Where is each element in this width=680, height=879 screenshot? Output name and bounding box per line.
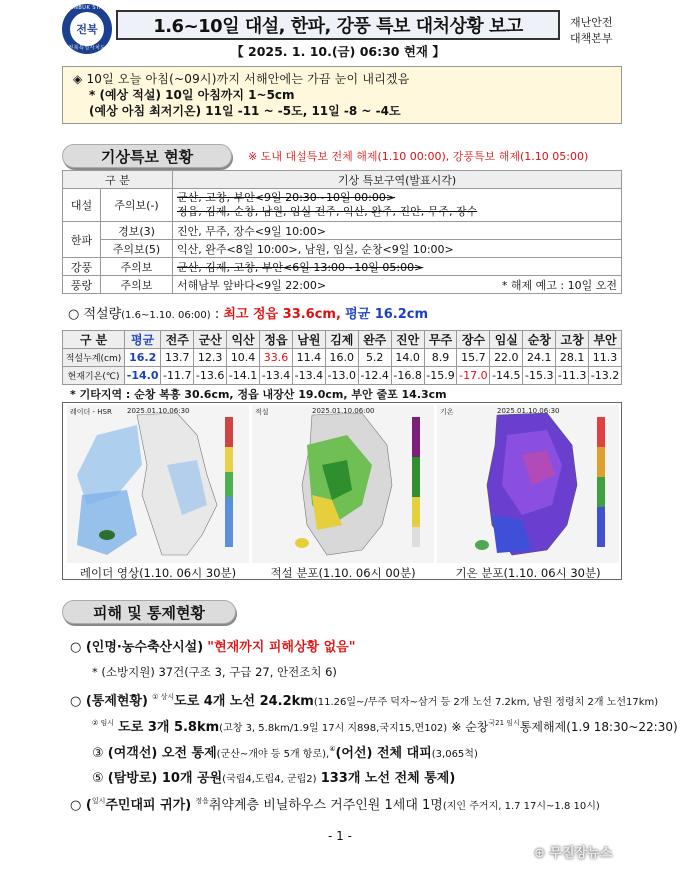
snowfall-value-cell: 28.1 — [556, 349, 589, 367]
table-row — [63, 258, 622, 276]
forecast-line-1: ◈ 10일 오늘 아침(~09시)까지 서해안에는 가끔 눈이 내리겠음 — [73, 72, 410, 86]
snowfall-header-cell: 진안 — [391, 331, 424, 349]
map-header: 레이더 - HSR — [70, 408, 112, 416]
section-tab-damage-control: 피해 및 통제현황 — [62, 600, 236, 624]
snowfall-header-cell: 정읍 — [260, 331, 293, 349]
snowfall-temp-row — [63, 367, 622, 385]
table-header-cell: 기상 특보구역(발표시각) — [173, 171, 622, 189]
evacuation-detail: (지인 주거지, 1.7 17시~1.8 10시) — [442, 801, 600, 812]
snowfall-max: 최고 정읍 33.6cm, — [223, 307, 341, 322]
snowfall-header-cell: 전주 — [161, 331, 194, 349]
other-areas-note: * 기타지역 : 순창 복흥 30.6cm, 정읍 내장산 19.0cm, 부안 줄포 14.3cm — [70, 388, 447, 401]
snowfall-header-cell: 순창 — [523, 331, 556, 349]
snowfall-header-cell: 김제 — [325, 331, 358, 349]
snowfall-value-cell: -13.4 — [260, 367, 293, 385]
snowfall-value-cell: -13.2 — [589, 367, 622, 385]
permanent-road-detail: (11.26일~/무주 덕자~삼거 등 2개 노선 7.2km, 남원 정령치 2개 노선17km) — [313, 697, 659, 708]
snowfall-header-cell: 군산 — [194, 331, 227, 349]
temperature-map — [437, 405, 619, 563]
snowfall-value-cell: 15.7 — [457, 349, 490, 367]
snowfall-value-cell: -13.6 — [194, 367, 227, 385]
circled-number: ③ — [92, 746, 104, 761]
snowfall-header-cell: 익산 — [227, 331, 260, 349]
snowfall-header-cell: 구 분 — [63, 331, 125, 349]
organization — [570, 15, 630, 47]
snowfall-header-row — [63, 331, 622, 349]
alert-area — [173, 189, 622, 222]
snowfall-header-cell: 임실 — [490, 331, 523, 349]
snowfall-value-cell: 16.0 — [325, 349, 358, 367]
map-caption: 레이더 영상(1.10. 06시 30분) — [79, 566, 237, 580]
temporary-road-detail: (고창 3, 5.8km/1.9일 17시 지898,국지15,면102) — [219, 723, 448, 734]
temperature-map-image — [437, 405, 619, 563]
ferry-control: (여객선) 오전 통제 — [107, 746, 217, 761]
table-header-row — [63, 171, 622, 189]
superscript: 일시 — [91, 797, 106, 805]
snowfall-value-cell: 10.4 — [227, 349, 260, 367]
snowfall-header-cell: 부안 — [589, 331, 622, 349]
table-row — [63, 240, 622, 258]
snowfall-header-cell: 무주 — [424, 331, 457, 349]
snowfall-value-cell: -11.7 — [161, 367, 194, 385]
alert-category: 풍랑 — [63, 276, 101, 294]
trail-control-line — [92, 767, 455, 786]
snowfall-header-cell: 장수 — [457, 331, 490, 349]
snowfall-value-cell: 13.7 — [161, 349, 194, 367]
table-header-cell: 구 분 — [63, 171, 173, 189]
map-date: 2025.01.10.06:30 — [497, 407, 560, 415]
alert-area-line-2: 정읍, 김제, 순창, 남원, 임실 전주, 익산, 완주, 진안, 무주, 장수 — [177, 205, 478, 218]
alert-level: 주의보(5) — [101, 240, 173, 258]
report-timestamp: 【 2025. 1. 10.(금) 06:30 현재 】 — [231, 44, 445, 59]
circled-number: ① 상시 — [152, 693, 175, 701]
evacuation-label: 주민대피 귀가) — [105, 798, 192, 813]
org-line-1: 재난안전 — [570, 16, 613, 29]
alert-category: 한파 — [63, 222, 101, 258]
circled-number: ② 임시 — [92, 719, 115, 727]
table-row — [63, 222, 622, 240]
map-header: 적설 — [255, 408, 269, 416]
snowfall-row-label: 현재기온(℃) — [63, 367, 125, 385]
snowfall-table — [62, 330, 622, 385]
trail-detail: (국립4,도립4, 군립2) — [222, 774, 317, 785]
circled-number: ④ — [329, 745, 336, 753]
snowfall-header-cell: 고창 — [556, 331, 589, 349]
snowfall-value-cell: -11.3 — [556, 367, 589, 385]
alert-release-forecast: * 해제 예고 : 10일 오전 — [501, 278, 617, 292]
seal-ring-bottom: 전북특별자치도 — [68, 45, 106, 51]
forecast-box — [62, 66, 622, 124]
release-text: 통제해제(1.9 18:30~22:30) — [519, 720, 678, 734]
snowfall-map — [252, 405, 434, 563]
control-status-line — [70, 690, 658, 709]
no-damage-text: "현재까지 피해상황 없음" — [207, 640, 356, 655]
snowfall-value-cell: -15.3 — [523, 367, 556, 385]
alert-category: 강풍 — [63, 258, 101, 276]
table-row — [63, 189, 622, 222]
circled-number: ⑤ — [92, 771, 104, 786]
alert-level: 주의보 — [101, 276, 173, 294]
item-label: ○ (인명·농수축산시설) — [70, 640, 204, 655]
alert-area — [173, 276, 622, 294]
weather-alert-table — [62, 170, 622, 294]
snowfall-colon: : — [214, 307, 220, 322]
alert-level: 경보(3) — [101, 222, 173, 240]
alert-release-note: ※ 도내 대설특보 전체 해제(1.10 00:00), 강풍특보 해제(1.10 05:00) — [248, 150, 589, 163]
fishing-detail: (3,065척) — [431, 749, 478, 760]
jeonbuk-seal-logo — [62, 4, 112, 54]
alert-category: 대설 — [63, 189, 101, 222]
permanent-road-control: 도로 4개 노선 24.2km — [174, 694, 314, 709]
org-line-2: 대책본부 — [570, 32, 613, 45]
human-damage-line — [70, 636, 355, 655]
snowfall-header-cell: 남원 — [292, 331, 325, 349]
snowfall-value-cell: -15.9 — [424, 367, 457, 385]
map-panel — [62, 402, 622, 580]
snowfall-value-cell: -16.8 — [391, 367, 424, 385]
evacuation-text: 취약계층 비닐하우스 거주인원 1세대 1명 — [208, 798, 443, 813]
temporary-road-control: 도로 3개 5.8km — [118, 720, 220, 735]
ferry-fishing-line — [92, 742, 478, 761]
snowfall-value-cell: 5.2 — [358, 349, 391, 367]
snowfall-map-image — [252, 405, 434, 563]
alert-area-text: 서해남부 앞바다<9일 22:00> — [177, 278, 327, 292]
ferry-detail: (군산~개야 등 5개 항로), — [216, 749, 330, 760]
page-number: - 1 - — [328, 829, 352, 843]
snowfall-value-cell: -13.4 — [292, 367, 325, 385]
snowfall-value-cell: -14.5 — [490, 367, 523, 385]
trail-routes: 133개 노선 전체 통제) — [320, 771, 456, 786]
evacuation-line — [70, 794, 600, 813]
snowfall-value-cell: 22.0 — [490, 349, 523, 367]
table-row — [63, 276, 622, 294]
snowfall-value-cell: 24.1 — [523, 349, 556, 367]
snowfall-value-cell: 12.3 — [194, 349, 227, 367]
section-tab-weather-alerts: 기상특보 현황 — [62, 144, 232, 168]
snowfall-average: 평균 16.2cm — [345, 307, 429, 322]
snowfall-accum-row — [63, 349, 622, 367]
sunchang-note: ※ 순창 — [451, 720, 489, 734]
snowfall-value-cell: 11.4 — [292, 349, 325, 367]
snowfall-row-label: 적설누계(cm) — [63, 349, 125, 367]
snowfall-header-cell: 평균 — [125, 331, 161, 349]
alert-area-line-1: 군산, 고창, 부안<9일 20:30~10일 00:00> — [177, 191, 396, 204]
radar-map-image — [67, 405, 249, 563]
seal-ring-top: JEONBUK STATE — [64, 5, 110, 11]
seal-text: 전북 — [70, 12, 104, 46]
item-label: ○ ( — [70, 798, 92, 813]
map-date: 2025.01.10.06:00 — [312, 407, 375, 415]
map-caption: 적설 분포(1.10. 06시 00분) — [270, 566, 416, 580]
report-title: 1.6~10일 대설, 한파, 강풍 특보 대처상황 보고 — [116, 10, 560, 40]
map-header: 기온 — [440, 408, 454, 416]
forecast-line-2: * (예상 적설) 10일 아침까지 1~5cm — [89, 88, 295, 102]
temporary-control-line — [92, 716, 678, 735]
snowfall-value-cell: 16.2 — [125, 349, 161, 367]
snowfall-value-cell: 33.6 — [260, 349, 293, 367]
road-superscript: 국21 임시 — [488, 719, 520, 727]
item-label: ○ (통제현황) — [70, 694, 148, 709]
map-caption: 기온 분포(1.10. 06시 30분) — [455, 566, 601, 580]
alert-area: 익산, 완주<8일 10:00>, 남원, 임실, 순창<9일 10:00> — [173, 240, 622, 258]
alert-area: 군산, 김제, 고창, 부안<6일 13:00~10일 05:00> — [173, 258, 622, 276]
snowfall-title — [68, 303, 428, 322]
forecast-line-3: (예상 아침 최저기온) 11일 -11 ~ -5도, 11일 -8 ~ -4도 — [89, 104, 401, 118]
fishing-evacuation: (어선) 전체 대피 — [335, 746, 432, 761]
alert-level: 주의보(-) — [101, 189, 173, 222]
snowfall-value-cell: -14.0 — [125, 367, 161, 385]
snowfall-value-cell: -12.4 — [358, 367, 391, 385]
news-watermark: ⊕ 무진장뉴스 — [534, 846, 613, 861]
snowfall-label: ○ 적설량 — [68, 307, 122, 322]
snowfall-period: (1.6~1.10. 06:00) — [121, 310, 211, 321]
snowfall-value-cell: 11.3 — [589, 349, 622, 367]
snowfall-header-cell: 완주 — [358, 331, 391, 349]
alert-area: 진안, 무주, 장수<9일 10:00> — [173, 222, 622, 240]
radar-map — [67, 405, 249, 563]
map-date: 2025.01.10.06:30 — [127, 407, 190, 415]
snowfall-value-cell: -14.1 — [227, 367, 260, 385]
snowfall-value-cell: 14.0 — [391, 349, 424, 367]
snowfall-value-cell: -17.0 — [457, 367, 490, 385]
snowfall-value-cell: 8.9 — [424, 349, 457, 367]
trail-control: (탐방로) 10개 공원 — [107, 771, 223, 786]
superscript: 정읍 — [195, 797, 209, 805]
alert-level: 주의보 — [101, 258, 173, 276]
snowfall-value-cell: -13.0 — [325, 367, 358, 385]
fire-support-line: * (소방지원) 37건(구조 3, 구급 27, 안전조치 6) — [92, 665, 337, 679]
